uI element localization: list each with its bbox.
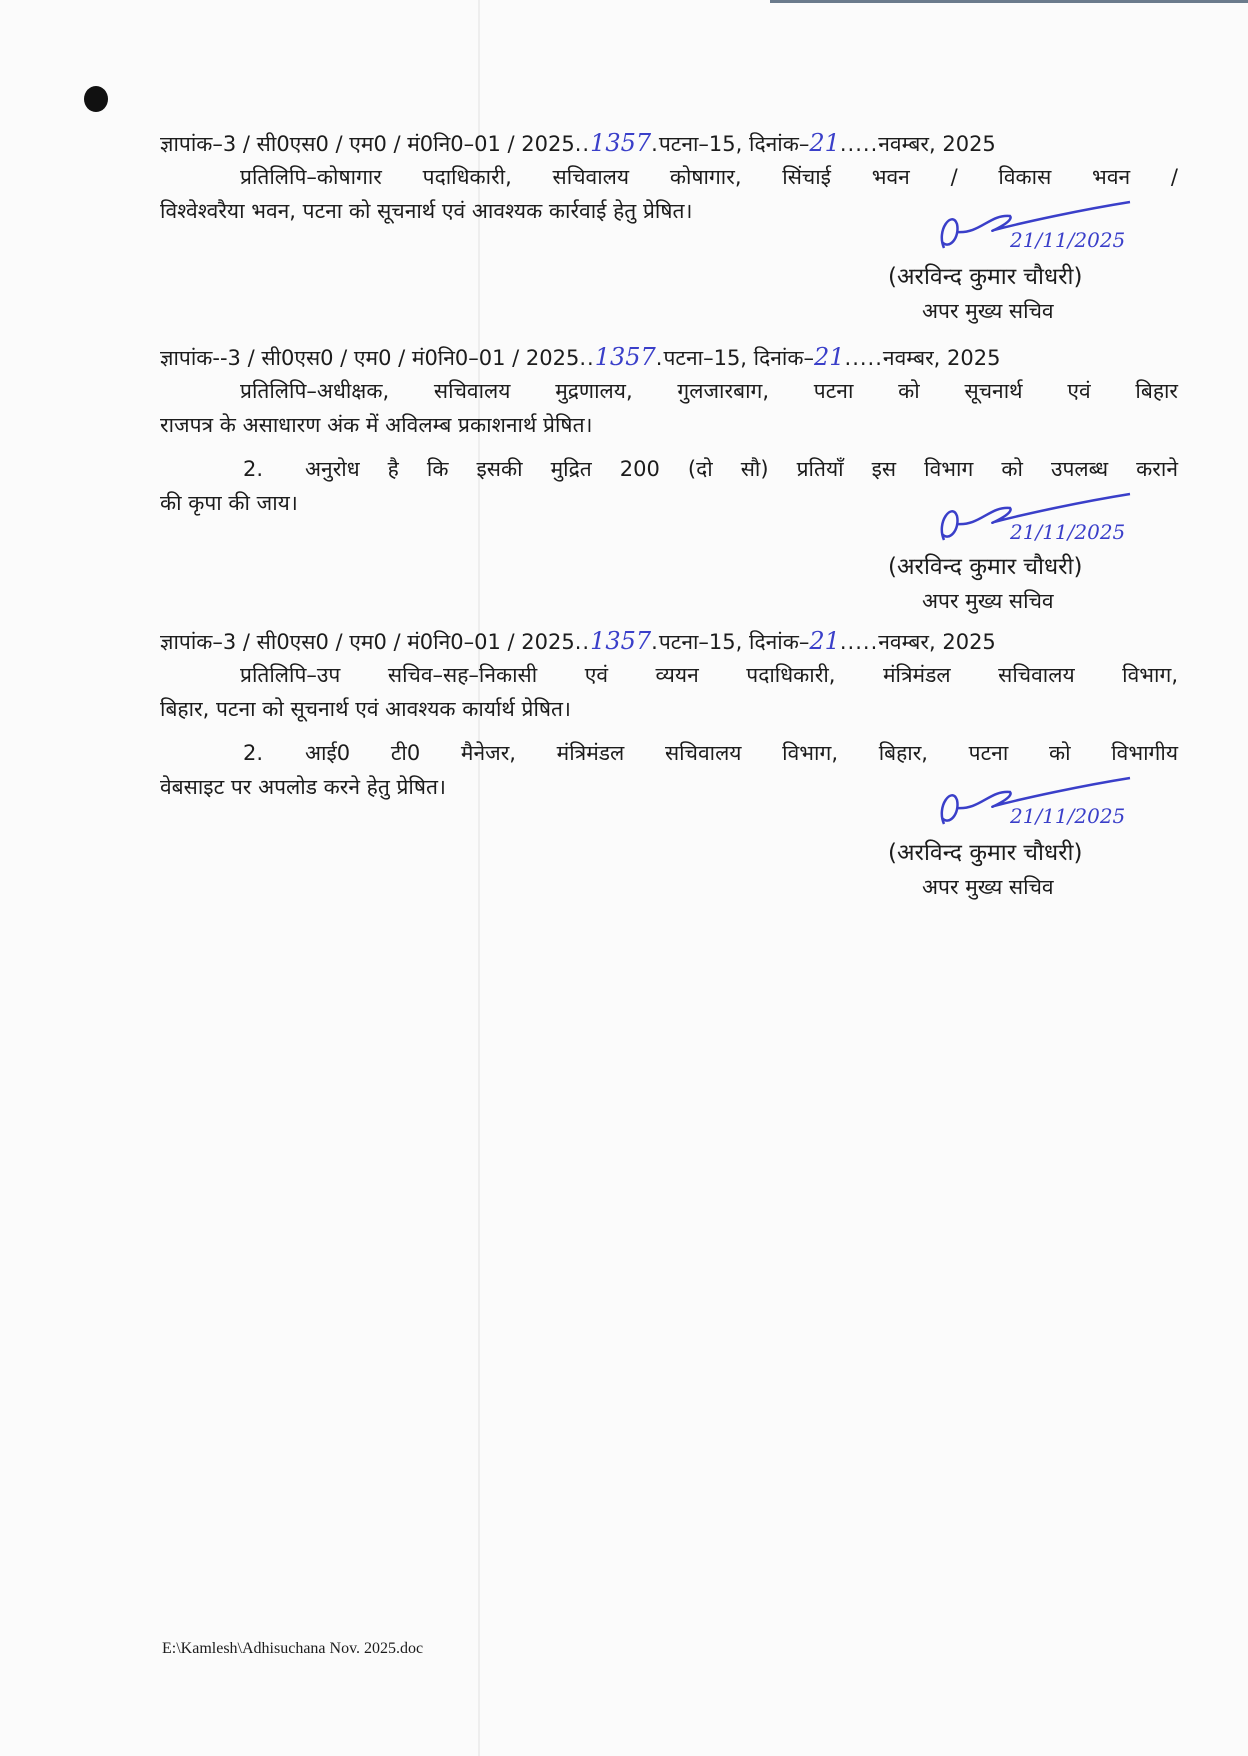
reference-place-date-label: पटना–15, दिनांक– — [658, 132, 810, 156]
signature-date: 21/11/2025 — [1010, 520, 1126, 544]
memo-reference-line — [160, 128, 1178, 159]
dots: .. — [574, 630, 591, 654]
signature-date: 21/11/2025 — [1010, 228, 1126, 252]
handwritten-signature — [930, 776, 1190, 830]
reference-month-year: नवम्बर, 2025 — [882, 346, 1001, 370]
paragraph-number: 2. — [243, 457, 264, 481]
dots: ..... — [839, 630, 879, 654]
handwritten-signature — [930, 492, 1190, 546]
handwritten-date: 21 — [809, 627, 840, 655]
paragraph-2-line: वेबसाइट पर अपलोड करने हेतु प्रेषित। — [160, 775, 446, 799]
signatory-designation: अपर मुख्य सचिव — [922, 589, 1054, 613]
paragraph-text: अनुरोध है कि इसकी मुद्रित 200 (दो सौ) प्रतियाँ इस विभाग को उपलब्ध कराने — [305, 457, 1178, 481]
signatory-name: (अरविन्द कुमार चौधरी) — [888, 554, 1083, 580]
signatory-name: (अरविन्द कुमार चौधरी) — [888, 840, 1083, 866]
copy-to-text-line: प्रतिलिपि–कोषागार पदाधिकारी, सचिवालय कोषागार, सिंचाई भवन / विकास भवन / — [240, 165, 1178, 189]
copy-to-text-line: विश्वेश्वरैया भवन, पटना को सूचनार्थ एवं आवश्यक कार्रवाई हेतु प्रेषित। — [160, 199, 693, 223]
handwritten-memo-number: 1357 — [594, 343, 656, 371]
signature-date: 21/11/2025 — [1010, 804, 1126, 828]
signatory-designation: अपर मुख्य सचिव — [922, 299, 1054, 323]
handwritten-date: 21 — [809, 129, 840, 157]
handwritten-memo-number: 1357 — [590, 129, 652, 157]
footer-file-path: E:\Kamlesh\Adhisuchana Nov. 2025.doc — [162, 1640, 424, 1657]
paragraph-number: 2. — [243, 741, 264, 765]
dots: .. — [574, 132, 591, 156]
copy-to-text-line: प्रतिलिपि–उप सचिव–सह–निकासी एवं व्ययन पदाधिकारी, मंत्रिमंडल सचिवालय विभाग, — [240, 663, 1178, 687]
reference-prefix: ज्ञापांक–3 / सी0एस0 / एम0 / मं0नि0–01 / 2025 — [160, 630, 575, 654]
paragraph-2-line — [243, 738, 1178, 768]
dots: ..... — [839, 132, 879, 156]
handwritten-signature — [930, 200, 1190, 254]
copy-to-text-line: राजपत्र के असाधारण अंक में अविलम्ब प्रकाशनार्थ प्रेषित। — [160, 413, 593, 437]
memo-reference-line — [160, 626, 1178, 657]
dots: . — [651, 132, 659, 156]
handwritten-date: 21 — [813, 343, 845, 371]
dots: . — [655, 346, 664, 370]
page-fold — [478, 0, 480, 1756]
paragraph-2-line — [243, 454, 1178, 484]
paragraph-text: आई0 टी0 मैनेजर, मंत्रिमंडल सचिवालय विभाग, बिहार, पटना को विभागीय — [305, 741, 1178, 765]
paragraph-2-line: की कृपा की जाय। — [160, 491, 298, 515]
dots: .. — [579, 346, 595, 370]
reference-month-year: नवम्बर, 2025 — [878, 132, 996, 156]
dots: ..... — [844, 346, 883, 370]
signatory-name: (अरविन्द कुमार चौधरी) — [888, 264, 1083, 290]
reference-place-date-label: पटना–15, दिनांक– — [663, 346, 814, 370]
scan-edge-line — [770, 0, 1248, 3]
copy-to-text-line: प्रतिलिपि–अधीक्षक, सचिवालय मुद्रणालय, गुलजारबाग, पटना को सूचनार्थ एवं बिहार — [240, 379, 1178, 403]
signatory-designation: अपर मुख्य सचिव — [922, 875, 1054, 899]
dots: . — [651, 630, 659, 654]
handwritten-memo-number: 1357 — [590, 627, 652, 655]
reference-prefix: ज्ञापांक--3 / सी0एस0 / एम0 / मं0नि0–01 / 2025 — [160, 346, 580, 370]
memo-reference-line — [160, 342, 1178, 373]
reference-prefix: ज्ञापांक–3 / सी0एस0 / एम0 / मं0नि0–01 / 2025 — [160, 132, 575, 156]
punch-hole-mark — [84, 86, 108, 112]
copy-to-text-line: बिहार, पटना को सूचनार्थ एवं आवश्यक कार्यार्थ प्रेषित। — [160, 697, 571, 721]
reference-month-year: नवम्बर, 2025 — [878, 630, 996, 654]
reference-place-date-label: पटना–15, दिनांक– — [658, 630, 810, 654]
